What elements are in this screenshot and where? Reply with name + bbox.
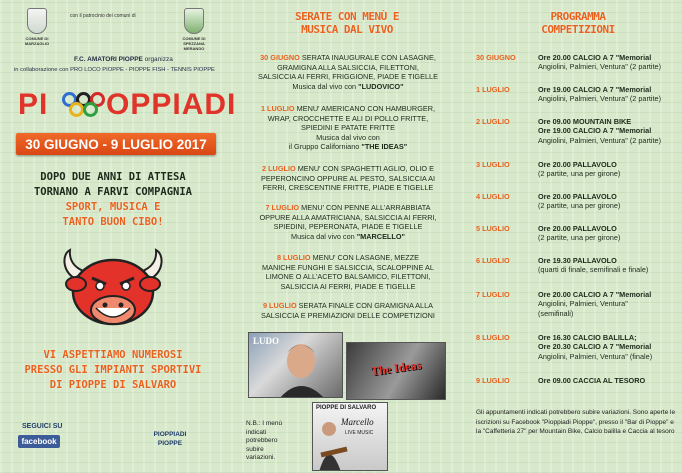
photo-the-ideas-caption: The Ideas [370,357,423,379]
pioppiadi-logo [18,86,237,126]
competition-details [538,290,678,318]
event-line: MENU' CON SPAGHETTI AGLIO, OLIO E [295,164,434,173]
event-8-luglio [234,253,462,291]
olympic-ring-green-icon [83,102,98,117]
olympic-ring-yellow-icon [69,102,84,117]
competition-line: Angiolini, Palmieri, Ventura" (finale) [538,351,653,361]
competition-date: 4 LUGLIO [476,192,510,201]
event-30-giugno [234,53,462,91]
photo-ludovico [248,332,343,398]
serate-title-line-1: SERATE CON MENÙ E [294,10,400,23]
competition-line: Ore 20.00 PALLAVOLO [538,192,617,201]
competition-line: Ore 20.00 PALLAVOLO [538,224,617,233]
event-line: OPPURE ALLA AMATRICIANA, SALSICCIA AI FERRI, [259,212,437,222]
logo-text-right: OPPIADI [106,88,237,121]
photo-ludovico-caption: LUDO [253,336,280,346]
follow-us-label: SEGUICI SU [22,423,63,430]
event-line: Musica dal vivo con [292,81,359,91]
competition-date: 9 LUGLIO [476,376,510,385]
competition-date: 5 LUGLIO [476,224,510,233]
competition-details [538,333,678,361]
crest-spezzana-icon [184,8,204,34]
competition-line: (2 partite, una per girone) [538,169,621,179]
event-line: SALSICCIA E PREMIAZIONI DELLE COMPETIZIONI [261,310,435,320]
slogan-line-3: SPORT, MUSICA E [65,201,161,213]
event-band: "LUDOVICO" [358,81,404,91]
competition-line: Ore 19.30 PALLAVOLO [538,256,617,265]
event-9-luglio [234,301,462,320]
event-line: SERATA INAUGURALE CON LASAGNE, [299,53,436,62]
organizer-verb: organizza [142,56,173,63]
event-1-luglio [234,104,462,152]
event-line: SERATA FINALE CON GRAMIGNA ALLA [296,301,434,310]
event-line: SPIEDINI E PATATE FRITTE [301,123,395,133]
competition-line: Ore 09.00 MOUNTAIN BIKE [538,117,632,126]
photo-marcello-caption-2: Marcello [341,417,374,427]
serate-title-line-2: MUSICA DAL VIVO [301,23,393,36]
event-date: 1 LUGLIO [260,104,295,113]
competition-line: Ore 09.00 CACCIA AL TESORO [538,376,646,385]
event-line: SPIEDINI, PEPERONATA, PIADE E TIGELLE [273,222,423,232]
competition-date: 7 LUGLIO [476,290,510,299]
comune-1-label: COMUNE DI MARZAGLIO [24,36,50,46]
facebook-page-name-line-2: PIOPPE [157,440,183,447]
closing-line-2: PRESSO GLI IMPIANTI SPORTIVI [24,364,202,376]
logo-text-left: PI [18,88,49,121]
event-date: 8 LUGLIO [276,253,311,262]
facebook-page-name-line-1: PIOPPIADI [153,431,187,438]
event-date: 30 GIUGNO [260,53,300,62]
competition-line: (2 partite, una per girone) [538,233,621,243]
singer-silhouette-icon [249,333,343,398]
competition-date: 6 LUGLIO [476,256,510,265]
programma-title-line-2: COMPETIZIONI [541,23,615,36]
closing-line-1: VI ASPETTIAMO NUMEROSI [43,349,183,361]
event-line: Musica dal vivo con [291,231,357,241]
event-7-luglio [234,203,462,241]
organizer-name: F.C. AMATORI PIOPPE [74,56,143,63]
photo-marcello-caption-3: LIVE MUSIC [345,430,374,436]
event-line: PEPERONCINO OPPURE AL PESTO, SALSICCIA AI [261,173,435,183]
competition-line: Angiolini, Palmieri, Ventura" (2 partite) [538,62,662,72]
competition-line: Angiolini, Palmieri, Ventura" (2 partite) [538,94,662,104]
competition-date: 8 LUGLIO [476,333,510,342]
competition-line: Ore 20.00 PALLAVOLO [538,160,617,169]
competition-line: Ore 19.00 CALCIO A 7 "Memorial [538,126,652,136]
left-panel [0,0,237,473]
right-panel [468,0,682,473]
slogan-line-4: TANTO BUON CIBO! [62,216,164,228]
event-2-luglio [234,164,462,193]
competition-date: 30 GIUGNO [476,53,516,62]
competition-line: Ore 20.00 CALCIO A 7 "Memorial [538,290,652,299]
competition-line: Ore 19.00 CALCIO A 7 "Memorial [538,85,652,94]
competition-date: 1 LUGLIO [476,85,510,94]
event-date: 7 LUGLIO [265,203,300,212]
competition-line: (quarti di finale, semifinali e finale) [538,265,649,275]
menu-disclaimer: N.B.: I menù indicati potrebbero subire variazioni. [246,420,283,461]
competition-details [538,192,678,211]
event-date: 2 LUGLIO [262,164,296,173]
guitarist-icon [313,403,388,471]
photo-marcello-caption-1: PIOPPE DI SALVARO [316,405,377,411]
event-line: MENU' AMERICANO CON HAMBURGER, [294,104,436,113]
event-line: il Gruppo Californiano [288,142,362,152]
photo-marcello [312,402,388,471]
competition-details [538,376,678,385]
collaboration-line: in collaborazione con PRO LOCO PIOPPE - PIOPPE FISH - TENNIS PIOPPE [14,67,215,73]
facebook-button[interactable]: facebook [18,435,60,448]
event-line: MANICHE FUNGHI E SALSICCIA, SCALOPPINE AL [262,262,434,272]
competition-date: 3 LUGLIO [476,160,510,169]
competition-details [538,256,678,275]
event-date: 9 LUGLIO [262,301,297,310]
comune-2-label: COMUNE DI SPEZZANA MERANDO [182,36,206,51]
competition-details [538,53,678,72]
photo-the-ideas [346,342,446,400]
event-line: MENU' CON LASAGNE, MEZZE [310,253,420,262]
competition-line: (2 partite, una per girone) [538,201,621,211]
slogan-line-2: TORNANO A FARVI COMPAGNIA [33,186,193,198]
competition-line: Ore 20.00 CALCIO A 7 "Memorial [538,53,652,62]
event-line: SALSICCIA AI FERRI, FRIGGIONE, PIADE E TIGELLE [258,72,438,82]
organizer-line [74,56,173,63]
competition-date: 2 LUGLIO [476,117,510,126]
competition-line: Ore 20.30 CALCIO A 7 "Memorial [538,342,652,352]
event-line: GRAMIGNA ALLA SALSICCIA, FILETTONI, [277,62,419,72]
event-line: SALSICCIA AI FERRI, PIADE E TIGELLE [280,281,416,291]
event-line: MENU' CON PENNE ALL'ARRABBIATA [299,203,431,212]
event-line: Musica dal vivo con [316,132,380,142]
competition-line: Ore 16.30 CALCIO BALILLA; [538,333,637,342]
competition-details [538,160,678,179]
competition-details [538,117,678,145]
competition-line: (semifinali) [538,308,574,318]
event-line: WRAP, CROCCHETTE E ALI DI POLLO FRITTE, [267,113,429,123]
middle-panel [226,0,468,473]
patrocinio-text: con il patrocinio dei comuni di [70,13,136,19]
slogan-line-1: DOPO DUE ANNI DI ATTESA [40,171,186,183]
competition-details [538,224,678,243]
bull-mascot-icon [60,248,166,338]
programma-title-line-1: PROGRAMMA [550,10,606,23]
event-band: "MARCELLO" [356,231,405,241]
competition-line: Angiolini, Palmieri, Ventura" [538,299,628,309]
registration-footnote: Gli appuntamenti indicati potrebbero subire variazioni. Sono aperte le iscrizioni su Facebook "Pioppiadi Pioppe", presso il "Bar di Pioppe" e la "Caffetteria 27" per Mountain Bike, Calcio balilla e Caccia al tesoro [476,409,676,436]
competition-line: Angiolini, Palmieri, Ventura" (2 partite) [538,135,662,145]
closing-line-3: DI PIOPPE DI SALVARO [49,379,177,391]
event-line: LIMONE O ALL'ACETO BALSAMICO, FILETTONI, [265,272,431,282]
event-band: "THE IDEAS" [361,142,408,152]
event-dates-banner: 30 GIUGNO - 9 LUGLIO 2017 [16,133,216,155]
competition-details [538,85,678,104]
crest-marzaglio-icon [27,8,47,34]
event-line: FERRI, CRESCENTINE FRITTE, PIADE E TIGELLE [262,183,434,193]
facebook-page-name [150,430,190,448]
